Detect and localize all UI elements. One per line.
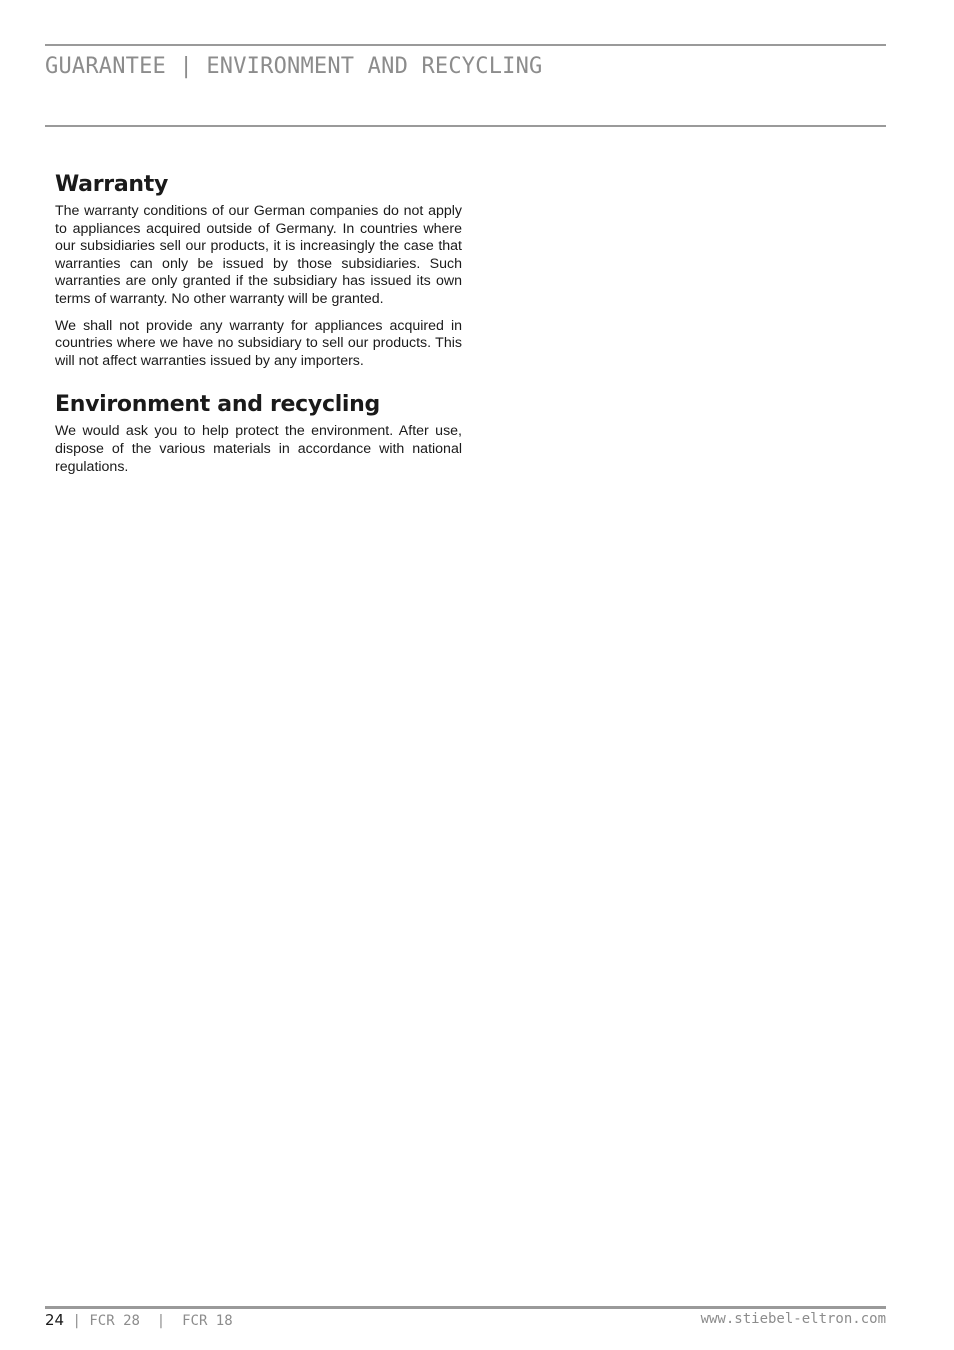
footer-rule	[45, 1306, 886, 1309]
warranty-section	[55, 170, 462, 370]
footer-website: www.stiebel-eltron.com	[700, 1311, 886, 1327]
environment-paragraph-1: We would ask you to help protect the environment. After use, dispose of the various materials in accordance with national regulations.	[55, 423, 462, 475]
warranty-paragraph-1: The warranty conditions of our German companies do not apply to appliances acquired outside of Germany. In countries where our subsidiaries sell our products, it is increasingly the case that warranties can only be issued by those subsidiaries. Such warranties are only granted if the subsidiary has issued its own terms of warranty. No other warranty will be granted.	[55, 203, 462, 307]
warranty-paragraph-2: We shall not provide any warranty for appliances acquired in countries where we have no subsidiary to sell our products. This will not affect warranties issued by any importers.	[55, 317, 462, 369]
warranty-heading: Warranty	[55, 172, 168, 197]
environment-heading: Environment and recycling	[55, 392, 380, 418]
page-header-title: GUARANTEE | ENVIRONMENT AND RECYCLING	[45, 54, 543, 79]
environment-section	[55, 390, 462, 476]
footer-left	[45, 1311, 233, 1329]
page-number: 24	[45, 1311, 65, 1329]
main-content	[55, 170, 462, 476]
header-top-rule	[45, 44, 886, 46]
header-bottom-rule	[45, 125, 886, 127]
footer-models: | FCR 28 | FCR 18	[64, 1313, 233, 1329]
